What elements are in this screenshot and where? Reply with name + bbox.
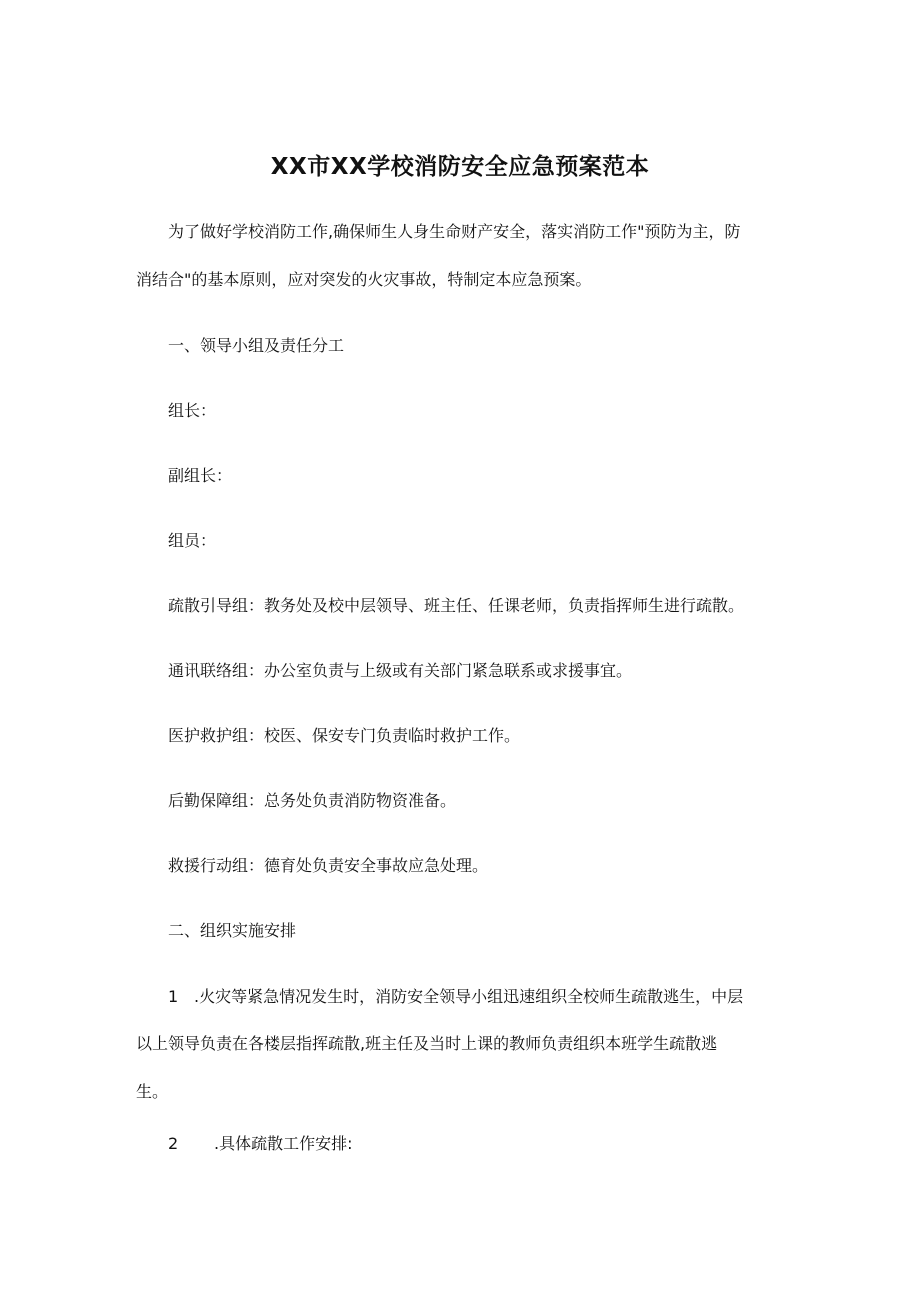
rescue-group-line: 救援行动组：德育处负责安全事故应急处理。 <box>168 856 489 875</box>
item-1-line-2: 以上领导负责在各楼层指挥疏散,班主任及当时上课的教师负责组织本班学生疏散逃 <box>136 1034 718 1053</box>
intro-paragraph-line-1: 为了做好学校消防工作,确保师生人身生命财产安全，落实消防工作"预防为主，防 <box>168 222 741 241</box>
intro-paragraph-line-2: 消结合"的基本原则，应对突发的火灾事故，特制定本应急预案。 <box>136 270 592 289</box>
section-1-heading: 一、领导小组及责任分工 <box>168 336 345 355</box>
section-2-heading: 二、组织实施安排 <box>168 921 297 940</box>
item-1-text: .火灾等紧急情况发生时，消防安全领导小组迅速组织全校师生疏散逃生，中层 <box>194 987 744 1006</box>
item-2-number: 2 <box>168 1134 179 1153</box>
item-2-line <box>168 1134 352 1154</box>
vice-leader-line: 副组长： <box>168 466 233 485</box>
communication-group-line: 通讯联络组：办公室负责与上级或有关部门紧急联系或求援事宜。 <box>168 661 633 680</box>
item-1-number: 1 <box>168 987 179 1006</box>
item-2-text: .具体疏散工作安排: <box>214 1134 353 1153</box>
evacuation-group-line: 疏散引导组：教务处及校中层领导、班主任、任课老师，负责指挥师生进行疏散。 <box>168 596 745 615</box>
document-title: XX市XX学校消防安全应急预案范本 <box>270 154 650 180</box>
item-1-line-3: 生。 <box>136 1082 169 1101</box>
item-1-line-1 <box>168 987 743 1007</box>
logistics-group-line: 后勤保障组：总务处负责消防物资准备。 <box>168 791 457 810</box>
leader-line: 组长： <box>168 401 217 420</box>
members-line: 组员： <box>168 531 217 550</box>
medical-group-line: 医护救护组：校医、保安专门负责临时救护工作。 <box>168 726 521 745</box>
